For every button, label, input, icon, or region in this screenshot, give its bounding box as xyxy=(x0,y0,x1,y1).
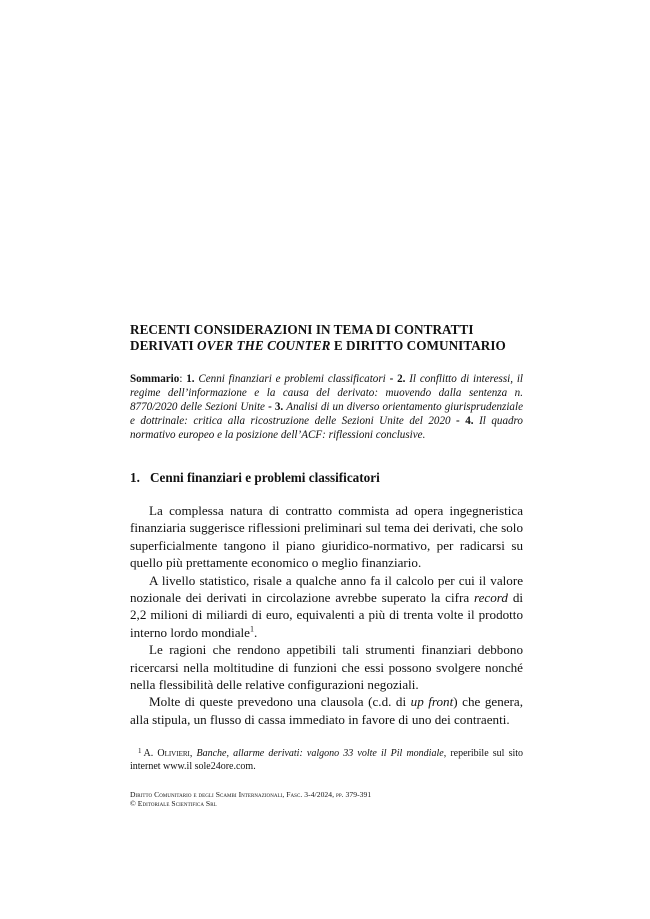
summary-item-text: Il quadro normativo europeo e la posizione dell’ACF: riflessioni conclusive. xyxy=(130,415,523,441)
paragraph: La complessa natura di contratto commista ad opera ingegneristica finanziaria suggerisce riflessioni preliminari sul tema dei derivati, che solo superficialmente tangono il piano giuridico-normativo, per radicarsi su quello più prettamente economico o meglio finanziario. xyxy=(130,503,523,571)
summary-item-text: Cenni finanziari e problemi classificatori xyxy=(198,373,386,385)
paragraph-text: A livello statistico, risale a qualche anno fa il calcolo per cui il valore nozionale dei derivati in circolazione avrebbe superato la cifra xyxy=(130,572,523,606)
body-text xyxy=(130,502,523,728)
paragraph-text: Molte di queste prevedono una clausola (c.d. di xyxy=(149,694,411,710)
journal-imprint xyxy=(130,790,523,808)
imprint-line-1: Diritto Comunitario e degli Scambi Internazionali, Fasc. 3-4/2024, pp. 379-391 xyxy=(130,790,372,800)
footnote-ref[interactable]: 1 xyxy=(250,624,254,634)
article-page xyxy=(130,322,523,809)
footnote-title: Banche, allarme derivati: valgono 33 volte il Pil mondiale xyxy=(196,748,444,760)
summary-item-text: Il conflitto di interessi, il regime dell’informazione e la causa del derivato: muovendo dalla sentenza n. 8770/2020 delle Sezioni Unite xyxy=(130,373,523,413)
title-line-1: RECENTI CONSIDERAZIONI IN TEMA DI CONTRATTI xyxy=(130,322,474,337)
imprint-line-2: © Editoriale Scientifica Srl xyxy=(130,799,217,809)
title-line-2a: DERIVATI xyxy=(130,338,198,353)
footnote-author: A. Olivieri xyxy=(143,748,190,760)
summary-lead: Sommario xyxy=(130,373,180,385)
section-heading xyxy=(130,470,523,486)
summary: Sommario: 1. Cenni finanziari e problemi classificatori - 2. Il conflitto di interessi, il regime dell’informazione e la causa del derivato: muovendo dalla sentenza n. 8770/2020 delle Sezioni Unite - 3. Analisi di un diverso orientamento giurisprudenziale e dottrinale: critica alla ricostruzione delle Sezioni Unite del 2020 - 4. Il quadro normativo europeo e la posizione dell’ACF: riflessioni conclusive. xyxy=(130,373,523,441)
footnote xyxy=(130,745,523,773)
summary-item-num: 3. xyxy=(274,401,284,413)
paragraph-text: di 2,2 milioni di miliardi di euro, equivalenti a più di trenta volte il prodotto interno lordo mondiale xyxy=(130,590,523,640)
title-line-2b: OVER THE COUNTER xyxy=(197,338,331,353)
summary-item-text: Analisi di un diverso orientamento giurisprudenziale e dottrinale: critica alla ricostruzione delle Sezioni Unite del 2020 xyxy=(130,401,523,427)
paragraph: Le ragioni che rendono appetibili tali strumenti finanziari debbono ricercarsi nella moltitudine di funzioni che essi possono svolgere nonché nella flessibilità delle relative configurazioni negoziali. xyxy=(130,642,523,693)
title-line-2c: E DIRITTO COMUNITARIO xyxy=(330,338,506,353)
paragraph-text: . xyxy=(254,624,258,640)
paragraph-text: ) che genera, alla stipula, un flusso di cassa immediato in favore di uno dei contraenti. xyxy=(130,694,523,727)
footnote-sep: , xyxy=(189,748,197,760)
paragraph xyxy=(130,693,523,728)
section-title: Cenni finanziari e problemi classificatori xyxy=(150,470,380,485)
footnote-rest: , reperibile sul sito internet www.il sole24ore.com. xyxy=(130,748,524,772)
emphasis: record xyxy=(474,590,508,606)
emphasis: up front xyxy=(410,694,454,710)
footnote-number: 1 xyxy=(138,747,142,756)
section-number: 1. xyxy=(130,470,140,485)
article-title xyxy=(130,322,523,354)
paragraph xyxy=(130,572,523,642)
summary-item-num: 4. xyxy=(465,415,474,427)
summary-item-num: 1. xyxy=(186,373,195,385)
summary-item-num: 2. xyxy=(397,373,406,385)
